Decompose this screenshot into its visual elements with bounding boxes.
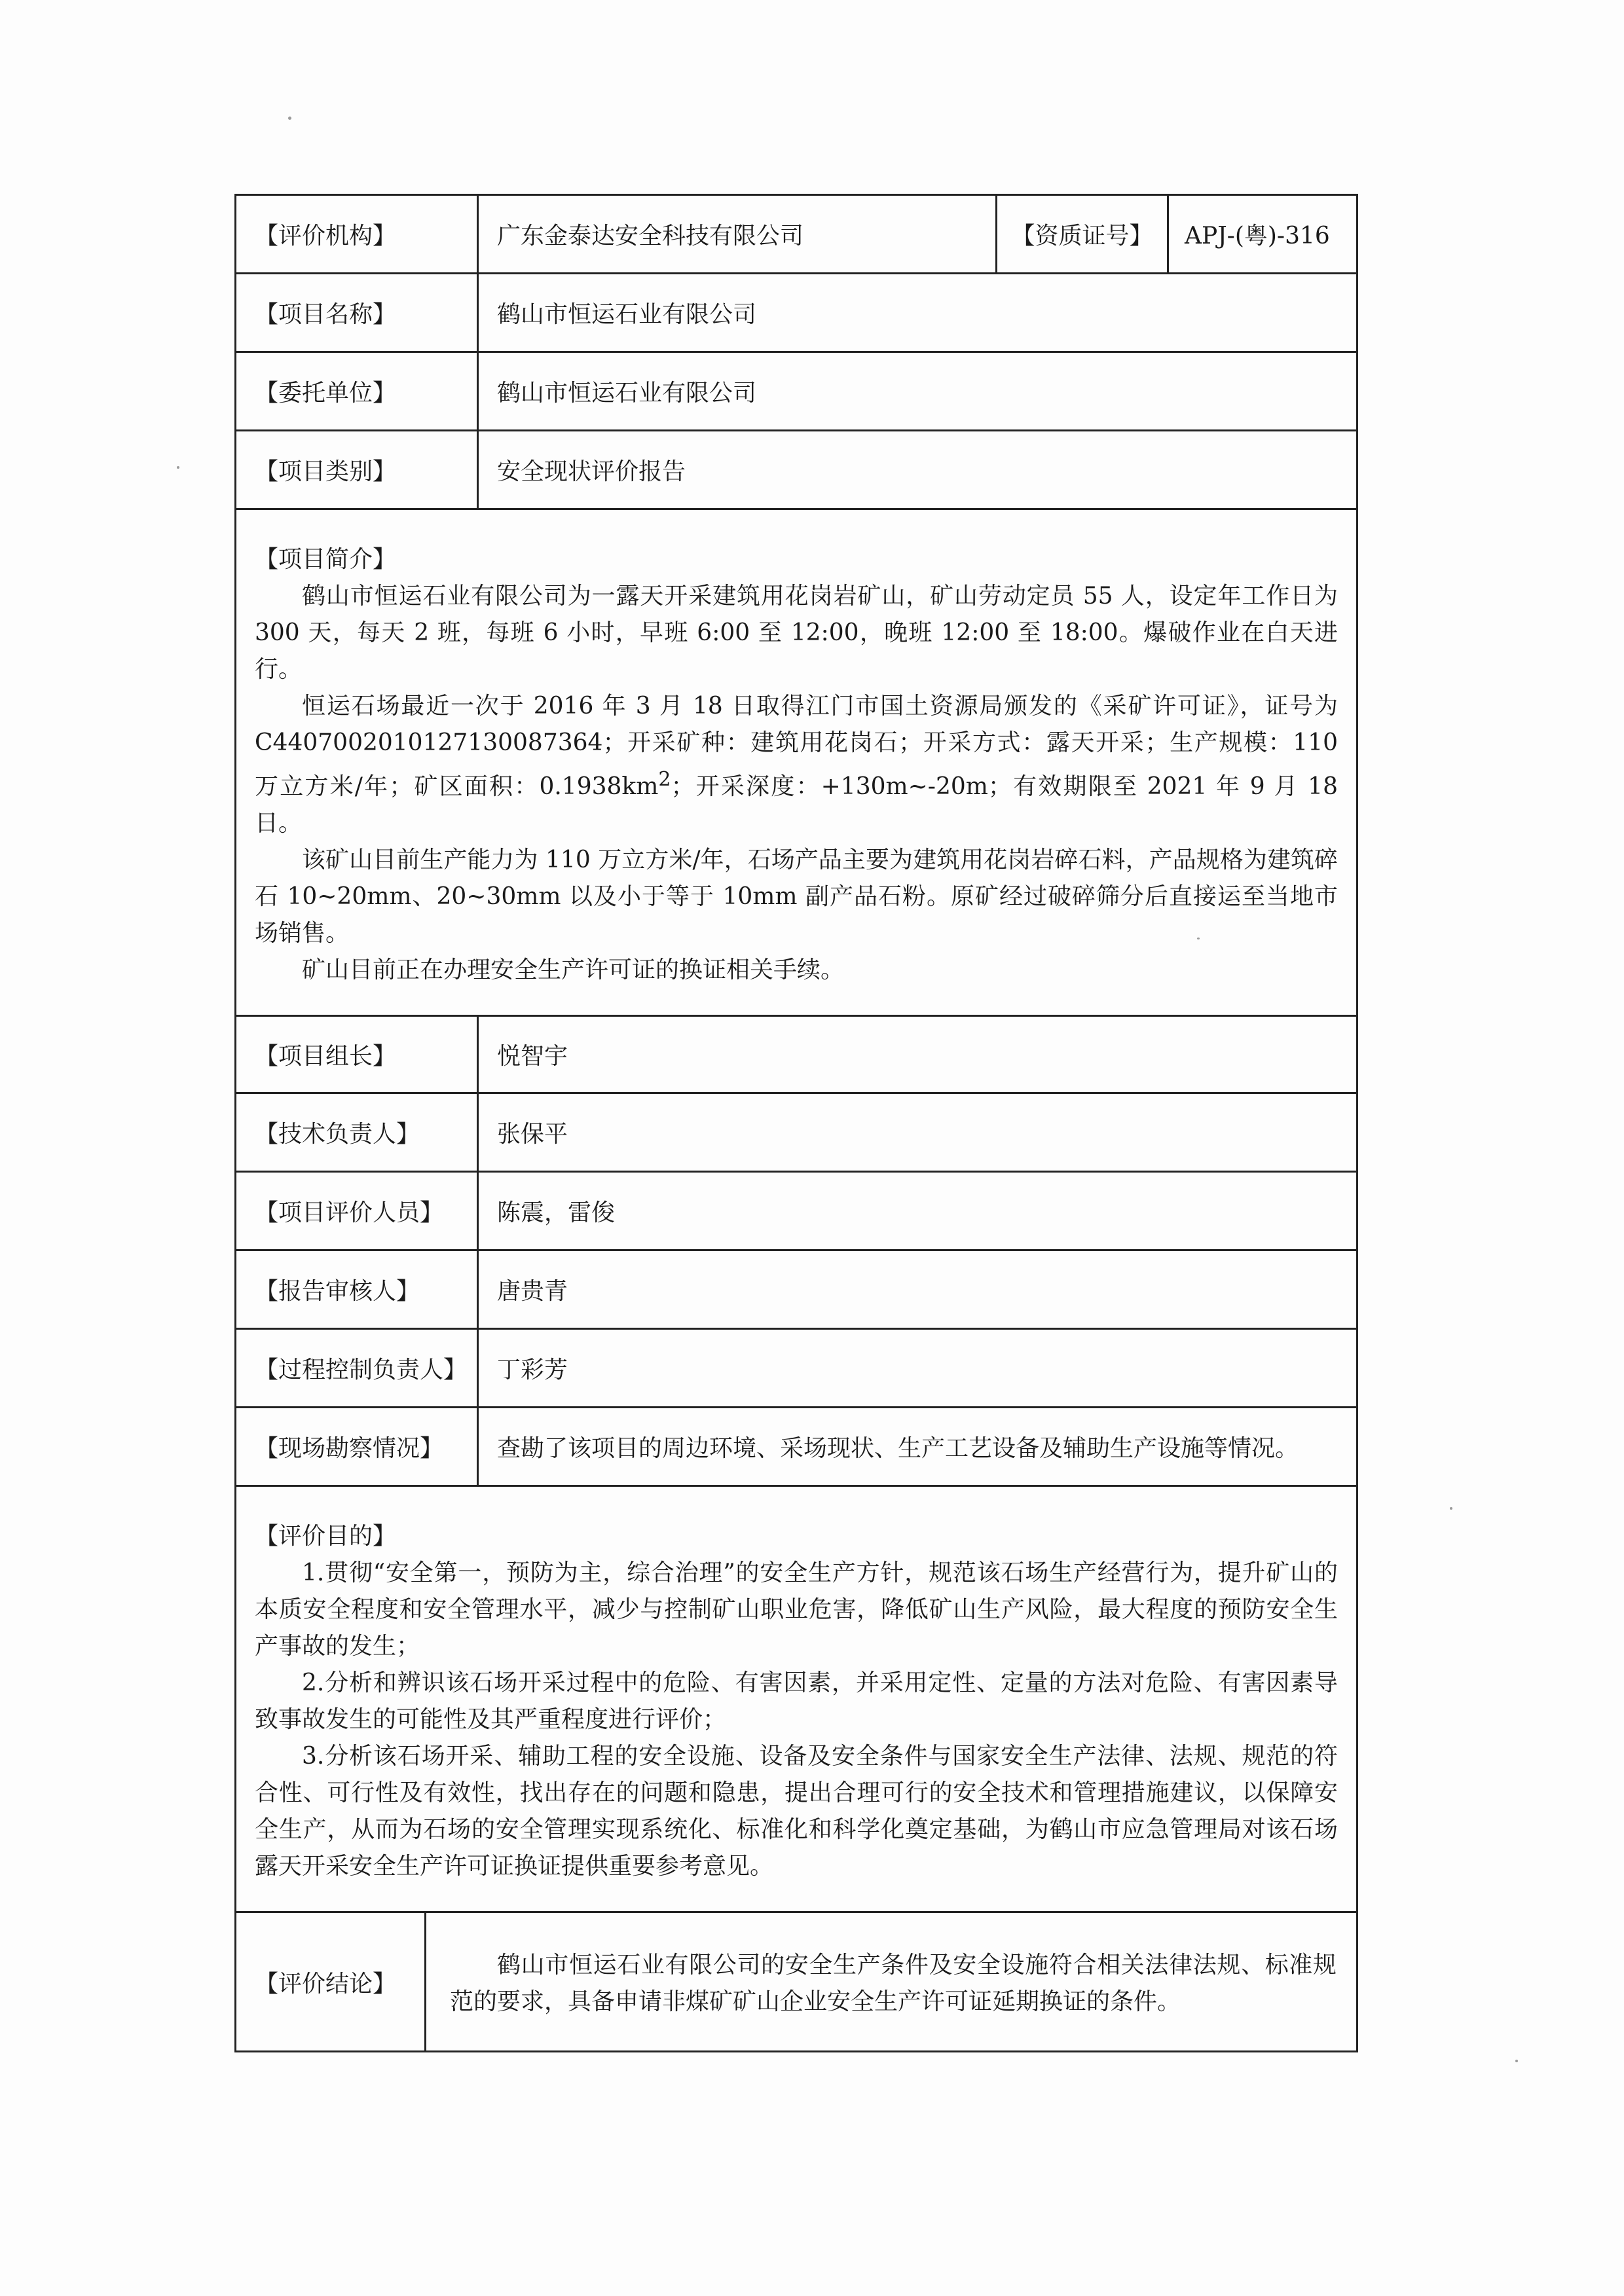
scan-speck xyxy=(1450,1507,1452,1510)
purpose-row xyxy=(236,1487,1356,1913)
summary-title: 【项目简介】 xyxy=(255,546,397,573)
conclusion-value xyxy=(426,1913,1356,2050)
evaluators-label: 【项目评价人员】 xyxy=(236,1173,479,1249)
conclusion-text: 鹤山市恒运石业有限公司的安全生产条件及安全设施符合相关法律法规、标准规范的要求，具备申请非煤矿矿山企业安全生产许可证延期换证的条件。 xyxy=(450,1952,1337,2015)
area-unit-superscript: 2 xyxy=(658,768,671,791)
client-row xyxy=(236,353,1356,431)
cert-value: APJ-(粤)-316 xyxy=(1185,223,1330,249)
org-row xyxy=(236,196,1356,274)
process-row xyxy=(236,1330,1356,1408)
conclusion-row xyxy=(236,1913,1356,2050)
evaluation-purpose xyxy=(236,1487,1356,1911)
org-value: 广东金泰达安全科技有限公司 xyxy=(497,223,804,249)
summary-paragraph: 鹤山市恒运石业有限公司为一露天开采建筑用花岗岩矿山，矿山劳动定员 55 人，设定年工作日为 300 天，每天 2 班，每班 6 小时，早班 6:00 至 12:00，晚班 12:00 至 18:00。爆破作业在白天进行。 xyxy=(255,583,1338,683)
client-value: 鹤山市恒运石业有限公司 xyxy=(497,380,757,407)
purpose-paragraph: 2.分析和辨识该石场开采过程中的危险、有害因素，并采用定性、定量的方法对危险、有害因素导致事故发生的可能性及其严重程度进行评价； xyxy=(255,1669,1338,1733)
category-label: 【项目类别】 xyxy=(236,431,479,508)
license-text: 恒运石场最近一次于 2016 年 3 月 18 日取得江门市国土资源局颁发的《采矿许可证》，证号为 C4407002010127130087364；开采矿种：建筑用花岗石；开采方式：露天开采；生产规模：110 万立方米/年；矿区面积：0.1938km xyxy=(255,693,1338,800)
leader-value: 悦智宇 xyxy=(497,1043,568,1070)
survey-row xyxy=(236,1408,1356,1487)
project-name-label: 【项目名称】 xyxy=(236,274,479,351)
cert-label: 【资质证号】 xyxy=(995,196,1169,272)
purpose-paragraph: 1.贯彻“安全第一，预防为主，综合治理”的安全生产方针，规范该石场生产经营行为，提升矿山的本质安全程度和安全管理水平，减少与控制矿山职业危害，降低矿山生产风险，最大程度的预防安全生产事故的发生； xyxy=(255,1559,1338,1660)
summary-paragraph-license xyxy=(255,688,1338,842)
tech-label: 【技术负责人】 xyxy=(236,1094,479,1171)
project-name-value: 鹤山市恒运石业有限公司 xyxy=(497,301,757,328)
evaluators-value: 陈震，雷俊 xyxy=(497,1199,616,1226)
scan-speck xyxy=(177,466,179,469)
org-label: 【评价机构】 xyxy=(236,196,479,272)
purpose-title: 【评价目的】 xyxy=(255,1523,397,1550)
scan-speck xyxy=(1197,938,1200,939)
client-label: 【委托单位】 xyxy=(236,353,479,429)
reviewer-label: 【报告审核人】 xyxy=(236,1251,479,1328)
project-name-row xyxy=(236,274,1356,353)
scan-speck xyxy=(1515,2060,1518,2062)
leader-label: 【项目组长】 xyxy=(236,1017,479,1092)
category-row xyxy=(236,431,1356,510)
process-label: 【过程控制负责人】 xyxy=(236,1330,479,1406)
survey-value: 查勘了该项目的周边环境、采场现状、生产工艺设备及辅助生产设施等情况。 xyxy=(497,1435,1299,1462)
reviewer-value: 唐贵青 xyxy=(497,1278,568,1305)
license-text-end: ；开采深度：+130m~-20m；有效期限至 2021 年 9 月 18 日。 xyxy=(255,773,1338,837)
survey-label: 【现场勘察情况】 xyxy=(236,1408,479,1485)
evaluation-info-form xyxy=(234,194,1358,2052)
project-summary xyxy=(236,510,1356,1015)
scan-speck xyxy=(288,117,291,120)
leader-row xyxy=(236,1017,1356,1094)
summary-paragraph: 矿山目前正在办理安全生产许可证的换证相关手续。 xyxy=(302,957,845,983)
reviewer-row xyxy=(236,1251,1356,1330)
category-value: 安全现状评价报告 xyxy=(497,458,686,485)
tech-value: 张保平 xyxy=(497,1121,568,1148)
conclusion-label: 【评价结论】 xyxy=(236,1913,426,2050)
evaluators-row xyxy=(236,1173,1356,1251)
tech-row xyxy=(236,1094,1356,1173)
process-value: 丁彩芳 xyxy=(497,1357,568,1383)
summary-paragraph: 该矿山目前生产能力为 110 万立方米/年，石场产品主要为建筑用花岗岩碎石料，产品规格为建筑碎石 10~20mm、20~30mm 以及小于等于 10mm 副产品石粉。原矿经过破碎筛分后直接运至当地市场销售。 xyxy=(255,847,1338,947)
purpose-paragraph: 3.分析该石场开采、辅助工程的安全设施、设备及安全条件与国家安全生产法律、法规、规范的符合性、可行性及有效性，找出存在的问题和隐患，提出合理可行的安全技术和管理措施建议，以保障安全生产，从而为石场的安全管理实现系统化、标准化和科学化奠定基础，为鹤山市应急管理局对该石场露天开采安全生产许可证换证提供重要参考意见。 xyxy=(255,1743,1338,1880)
summary-row xyxy=(236,510,1356,1017)
